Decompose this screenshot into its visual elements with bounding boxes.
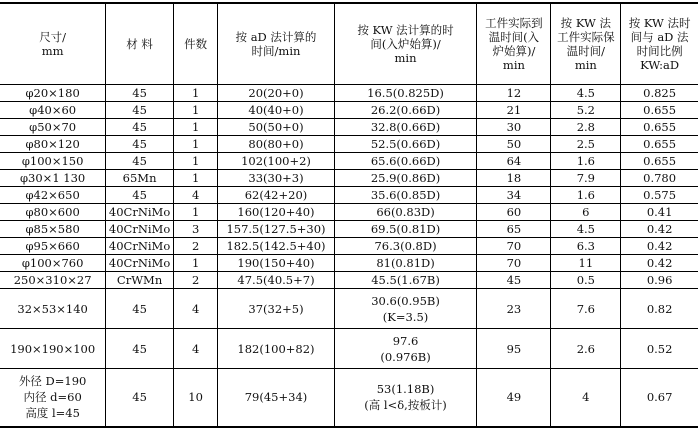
cell-time-ratio: 0.42 — [621, 221, 698, 238]
cell-time-ratio: 0.655 — [621, 102, 698, 119]
cell-material: CrWMn — [106, 272, 174, 289]
cell-actual-soak-time: 11 — [551, 255, 621, 272]
cell-actual-heatup-time: 70 — [477, 255, 551, 272]
table-row — [0, 85, 698, 102]
cell-quantity: 1 — [173, 102, 217, 119]
cell-material: 40CrNiMo — [106, 221, 174, 238]
table-row — [0, 170, 698, 187]
cell-actual-soak-time: 4.5 — [551, 85, 621, 102]
cell-time-ratio: 0.655 — [621, 119, 698, 136]
cell-quantity: 1 — [173, 136, 217, 153]
cell-size: φ100×150 — [0, 153, 106, 170]
header-time-ratio: 按 KW 法时 间与 aD 法 时间比例 KW:aD — [621, 3, 698, 85]
cell-ad-time: 80(80+0) — [218, 136, 334, 153]
cell-actual-heatup-time: 18 — [477, 170, 551, 187]
cell-actual-soak-time: 2.5 — [551, 136, 621, 153]
table-row — [0, 272, 698, 289]
cell-kw-time: 97.6 (0.976B) — [334, 329, 477, 369]
cell-time-ratio: 0.96 — [621, 272, 698, 289]
cell-time-ratio: 0.825 — [621, 85, 698, 102]
table-row — [0, 187, 698, 204]
cell-time-ratio: 0.42 — [621, 255, 698, 272]
header-actual-heatup-time: 工件实际到 温时间(入 炉始算)/ min — [477, 3, 551, 85]
cell-kw-time: 35.6(0.85D) — [334, 187, 477, 204]
table-row — [0, 255, 698, 272]
heating-time-comparison-table — [0, 2, 698, 428]
cell-size: 外径 D=190 内径 d=60 高度 l=45 — [0, 369, 106, 427]
cell-material: 45 — [106, 369, 174, 427]
cell-size: 32×53×140 — [0, 289, 106, 329]
cell-size: φ42×650 — [0, 187, 106, 204]
cell-quantity: 1 — [173, 85, 217, 102]
cell-kw-time: 76.3(0.8D) — [334, 238, 477, 255]
cell-kw-time: 69.5(0.81D) — [334, 221, 477, 238]
table-row — [0, 289, 698, 329]
cell-quantity: 3 — [173, 221, 217, 238]
cell-ad-time: 50(50+0) — [218, 119, 334, 136]
cell-actual-soak-time: 7.9 — [551, 170, 621, 187]
cell-actual-heatup-time: 12 — [477, 85, 551, 102]
cell-material: 45 — [106, 329, 174, 369]
cell-size: φ95×660 — [0, 238, 106, 255]
cell-quantity: 10 — [173, 369, 217, 427]
cell-material: 45 — [106, 187, 174, 204]
table-row — [0, 369, 698, 427]
cell-ad-time: 37(32+5) — [218, 289, 334, 329]
cell-actual-heatup-time: 50 — [477, 136, 551, 153]
cell-kw-time: 26.2(0.66D) — [334, 102, 477, 119]
cell-time-ratio: 0.82 — [621, 289, 698, 329]
cell-kw-time: 16.5(0.825D) — [334, 85, 477, 102]
cell-ad-time: 182.5(142.5+40) — [218, 238, 334, 255]
cell-ad-time: 62(42+20) — [218, 187, 334, 204]
cell-material: 45 — [106, 102, 174, 119]
cell-actual-heatup-time: 49 — [477, 369, 551, 427]
cell-size: φ40×60 — [0, 102, 106, 119]
header-row — [0, 3, 698, 85]
cell-material: 40CrNiMo — [106, 238, 174, 255]
cell-size: 190×190×100 — [0, 329, 106, 369]
cell-actual-soak-time: 5.2 — [551, 102, 621, 119]
cell-actual-heatup-time: 30 — [477, 119, 551, 136]
cell-actual-heatup-time: 95 — [477, 329, 551, 369]
cell-material: 45 — [106, 153, 174, 170]
cell-quantity: 4 — [173, 289, 217, 329]
cell-actual-soak-time: 4 — [551, 369, 621, 427]
cell-kw-time: 52.5(0.66D) — [334, 136, 477, 153]
table-row — [0, 136, 698, 153]
cell-ad-time: 47.5(40.5+7) — [218, 272, 334, 289]
header-actual-soak-time: 按 KW 法 工件实际保 温时间/ min — [551, 3, 621, 85]
cell-ad-time: 160(120+40) — [218, 204, 334, 221]
header-kw-time: 按 KW 法计算的时 间(入炉始算)/ min — [334, 3, 477, 85]
cell-time-ratio: 0.41 — [621, 204, 698, 221]
cell-material: 45 — [106, 289, 174, 329]
cell-quantity: 2 — [173, 272, 217, 289]
cell-quantity: 1 — [173, 204, 217, 221]
table-row — [0, 204, 698, 221]
cell-size: φ50×70 — [0, 119, 106, 136]
cell-kw-time: 30.6(0.95B) (K=3.5) — [334, 289, 477, 329]
cell-time-ratio: 0.780 — [621, 170, 698, 187]
cell-time-ratio: 0.575 — [621, 187, 698, 204]
header-quantity: 件数 — [173, 3, 217, 85]
cell-material: 40CrNiMo — [106, 204, 174, 221]
cell-actual-heatup-time: 34 — [477, 187, 551, 204]
cell-ad-time: 33(30+3) — [218, 170, 334, 187]
cell-ad-time: 20(20+0) — [218, 85, 334, 102]
cell-kw-time: 65.6(0.66D) — [334, 153, 477, 170]
cell-actual-soak-time: 7.6 — [551, 289, 621, 329]
cell-material: 45 — [106, 119, 174, 136]
cell-actual-soak-time: 2.6 — [551, 329, 621, 369]
cell-quantity: 1 — [173, 153, 217, 170]
cell-quantity: 1 — [173, 119, 217, 136]
cell-size: φ30×1 130 — [0, 170, 106, 187]
cell-quantity: 1 — [173, 170, 217, 187]
cell-size: 250×310×27 — [0, 272, 106, 289]
cell-time-ratio: 0.42 — [621, 238, 698, 255]
header-size: 尺寸/ mm — [0, 3, 106, 85]
cell-size: φ80×120 — [0, 136, 106, 153]
cell-actual-soak-time: 1.6 — [551, 187, 621, 204]
cell-actual-heatup-time: 70 — [477, 238, 551, 255]
header-ad-time: 按 aD 法计算的 时间/min — [218, 3, 334, 85]
cell-actual-soak-time: 0.5 — [551, 272, 621, 289]
cell-time-ratio: 0.655 — [621, 153, 698, 170]
cell-ad-time: 102(100+2) — [218, 153, 334, 170]
table-row — [0, 153, 698, 170]
cell-quantity: 4 — [173, 329, 217, 369]
cell-material: 45 — [106, 136, 174, 153]
cell-actual-heatup-time: 60 — [477, 204, 551, 221]
cell-ad-time: 182(100+82) — [218, 329, 334, 369]
cell-kw-time: 53(1.18B) (高 l<δ,按板计) — [334, 369, 477, 427]
cell-actual-soak-time: 6 — [551, 204, 621, 221]
cell-ad-time: 40(40+0) — [218, 102, 334, 119]
cell-actual-soak-time: 4.5 — [551, 221, 621, 238]
cell-kw-time: 66(0.83D) — [334, 204, 477, 221]
cell-time-ratio: 0.52 — [621, 329, 698, 369]
table-row — [0, 221, 698, 238]
cell-ad-time: 190(150+40) — [218, 255, 334, 272]
cell-ad-time: 157.5(127.5+30) — [218, 221, 334, 238]
cell-actual-soak-time: 1.6 — [551, 153, 621, 170]
cell-size: φ80×600 — [0, 204, 106, 221]
cell-kw-time: 32.8(0.66D) — [334, 119, 477, 136]
cell-size: φ100×760 — [0, 255, 106, 272]
cell-material: 65Mn — [106, 170, 174, 187]
cell-quantity: 4 — [173, 187, 217, 204]
cell-quantity: 1 — [173, 255, 217, 272]
cell-actual-heatup-time: 23 — [477, 289, 551, 329]
cell-actual-heatup-time: 64 — [477, 153, 551, 170]
header-material: 材 料 — [106, 3, 174, 85]
cell-material: 45 — [106, 85, 174, 102]
cell-material: 40CrNiMo — [106, 255, 174, 272]
cell-ad-time: 79(45+34) — [218, 369, 334, 427]
cell-quantity: 2 — [173, 238, 217, 255]
table-row — [0, 102, 698, 119]
cell-kw-time: 81(0.81D) — [334, 255, 477, 272]
cell-size: φ20×180 — [0, 85, 106, 102]
cell-actual-heatup-time: 65 — [477, 221, 551, 238]
cell-actual-soak-time: 2.8 — [551, 119, 621, 136]
cell-actual-soak-time: 6.3 — [551, 238, 621, 255]
table-row — [0, 238, 698, 255]
cell-actual-heatup-time: 21 — [477, 102, 551, 119]
table-row — [0, 119, 698, 136]
cell-kw-time: 45.5(1.67B) — [334, 272, 477, 289]
cell-kw-time: 25.9(0.86D) — [334, 170, 477, 187]
cell-actual-heatup-time: 45 — [477, 272, 551, 289]
cell-time-ratio: 0.67 — [621, 369, 698, 427]
cell-size: φ85×580 — [0, 221, 106, 238]
cell-time-ratio: 0.655 — [621, 136, 698, 153]
table-row — [0, 329, 698, 369]
